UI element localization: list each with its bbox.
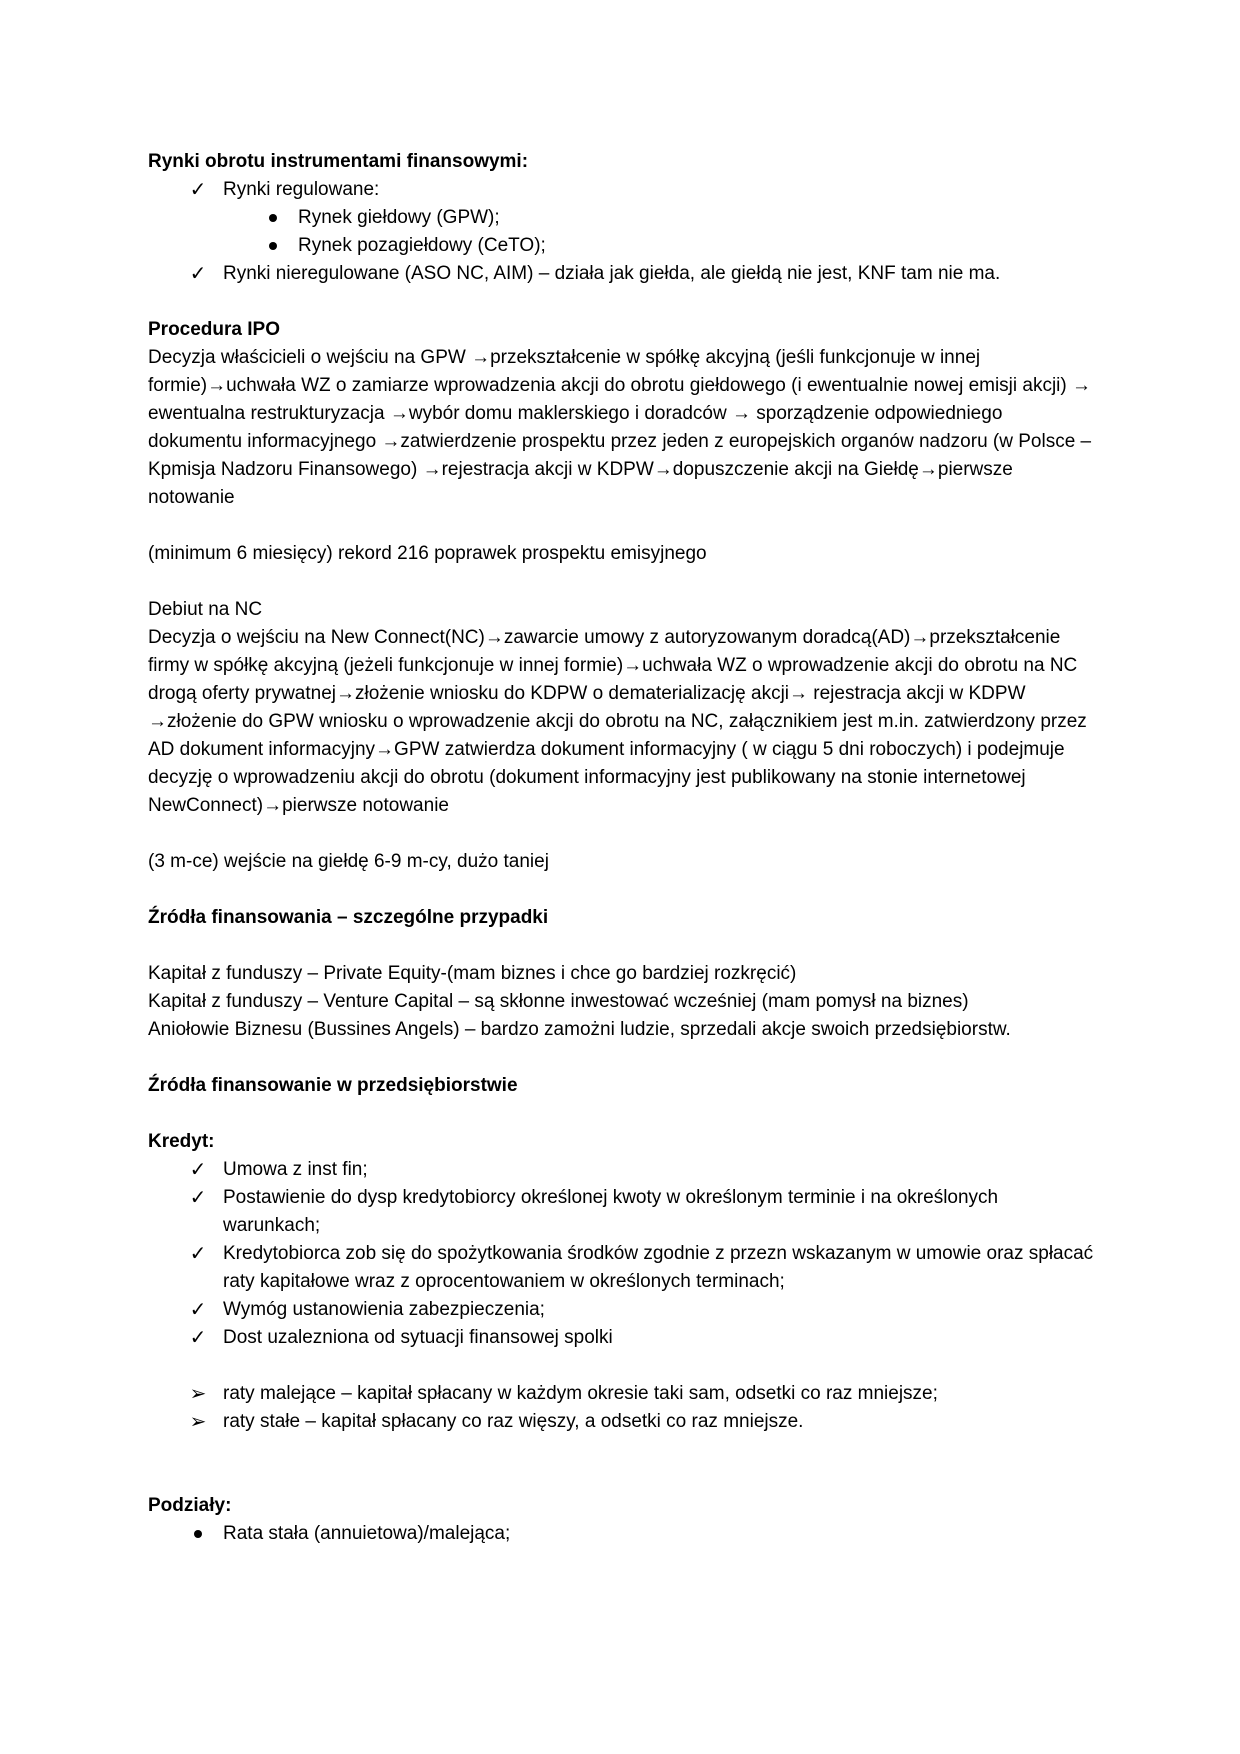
heading-sources-company: Źródła finansowanie w przedsiębiorstwie (148, 1075, 518, 1096)
list-item: Rata stała (annuietowa)/malejąca; (148, 1520, 1098, 1548)
list-item: ✓ Kredytobiorca zob się do spożytkowania środków zgodnie z przezn wskazanym w umowie oraz spłacać raty kapitałowe wraz z oprocentowaniem w określonych terminach; (148, 1240, 1098, 1296)
check-icon: ✓ (189, 1187, 207, 1209)
check-icon: ✓ (189, 1299, 207, 1321)
check-icon: ✓ (189, 263, 207, 285)
ipo-procedure-text: Decyzja właścicieli o wejściu na GPW →przekształcenie w spółkę akcyjną (jeśli funkcjonuje w innej formie)→uchwała WZ o zamiarze wprowadzenia akcji do obrotu giełdowego (i ewentualnie nowej emisji akcji) → ewentualna restrukturyzacja →wybór domu maklerskiego i doradców → sporządzenie odpowiedniego dokumentu informacyjnego →zatwierdzenie prospektu przez jeden z europejskich organów nadzoru (w Polsce – Kpmisja Nadzoru Finansowego) →rejestracja akcji w KDPW→dopuszczenie akcji na Giełdę→pierwsze notowanie (148, 347, 1092, 508)
list-item: Rynek pozagiełdowy (CeTO); (148, 232, 1098, 260)
heading-ipo: Procedura IPO (148, 319, 280, 340)
sources-line: Kapitał z funduszy – Venture Capital – są skłonne inwestować wcześniej (mam pomysł na biznes) (148, 991, 969, 1012)
list-item: ✓ Rynki regulowane: (148, 176, 1098, 204)
document-content (148, 148, 1098, 1548)
bullet-icon (183, 1520, 213, 1548)
arrowhead-icon: ➢ (189, 1383, 207, 1405)
list-item: ✓ Rynki nieregulowane (ASO NC, AIM) – działa jak giełda, ale giełdą nie jest, KNF tam nie ma. (148, 260, 1098, 288)
arrowhead-icon: ➢ (189, 1411, 207, 1433)
sources-line: Kapitał z funduszy – Private Equity-(mam biznes i chce go bardziej rozkręcić) (148, 963, 797, 984)
heading-markets: Rynki obrotu instrumentami finansowymi: (148, 151, 529, 172)
list-item: ➢ raty malejące – kapitał spłacany w każdym okresie taki sam, odsetki co raz mniejsze; (148, 1380, 1098, 1408)
bullet-icon (258, 204, 288, 232)
list-item: ✓ Umowa z inst fin; (148, 1156, 1098, 1184)
list-item: ✓ Dost uzalezniona od sytuacji finansowej spolki (148, 1324, 1098, 1352)
sources-line: Aniołowie Biznesu (Bussines Angels) – bardzo zamożni ludzie, sprzedali akcje swoich przedsiębiorstw. (148, 1019, 1011, 1040)
nc-procedure-text: Decyzja o wejściu na New Connect(NC)→zawarcie umowy z autoryzowanym doradcą(AD)→przekształcenie firmy w spółkę akcyjną (jeżeli funkcjonuje w innej formie)→uchwała WZ o wprowadzenie akcji do obrotu na NC drogą oferty prywatnej→złożenie wniosku do KDPW o dematerializację akcji→ rejestracja akcji w KDPW →złożenie do GPW wniosku o wprowadzenie akcji do obrotu na NC, załącznikiem jest m.in. zatwierdzony przez AD dokument informacyjny→GPW zatwierdza dokument informacyjny ( w ciągu 5 dni roboczych) i podejmuje decyzję o wprowadzeniu akcji do obrotu (dokument informacyjny jest publikowany na stonie internetowej NewConnect)→pierwsze notowanie (148, 627, 1087, 816)
check-icon: ✓ (189, 1159, 207, 1181)
heading-sources-special: Źródła finansowania – szczególne przypadki (148, 907, 549, 928)
heading-divisions: Podziały: (148, 1495, 232, 1516)
heading-credit: Kredyt: (148, 1131, 215, 1152)
heading-nc: Debiut na NC (148, 599, 263, 620)
list-item: ✓ Postawienie do dysp kredytobiorcy określonej kwoty w określonym terminie i na określonych warunkach; (148, 1184, 1098, 1240)
check-icon: ✓ (189, 179, 207, 201)
check-icon: ✓ (189, 1327, 207, 1349)
bullet-icon (258, 232, 288, 260)
nc-note: (3 m-ce) wejście na giełdę 6-9 m-cy, dużo taniej (148, 851, 549, 872)
check-icon: ✓ (189, 1243, 207, 1265)
list-item: Rynek giełdowy (GPW); (148, 204, 1098, 232)
list-item: ✓ Wymóg ustanowienia zabezpieczenia; (148, 1296, 1098, 1324)
list-item: ➢ raty stałe – kapitał spłacany co raz więszy, a odsetki co raz mniejsze. (148, 1408, 1098, 1436)
ipo-note: (minimum 6 miesięcy) rekord 216 poprawek prospektu emisyjnego (148, 543, 707, 564)
